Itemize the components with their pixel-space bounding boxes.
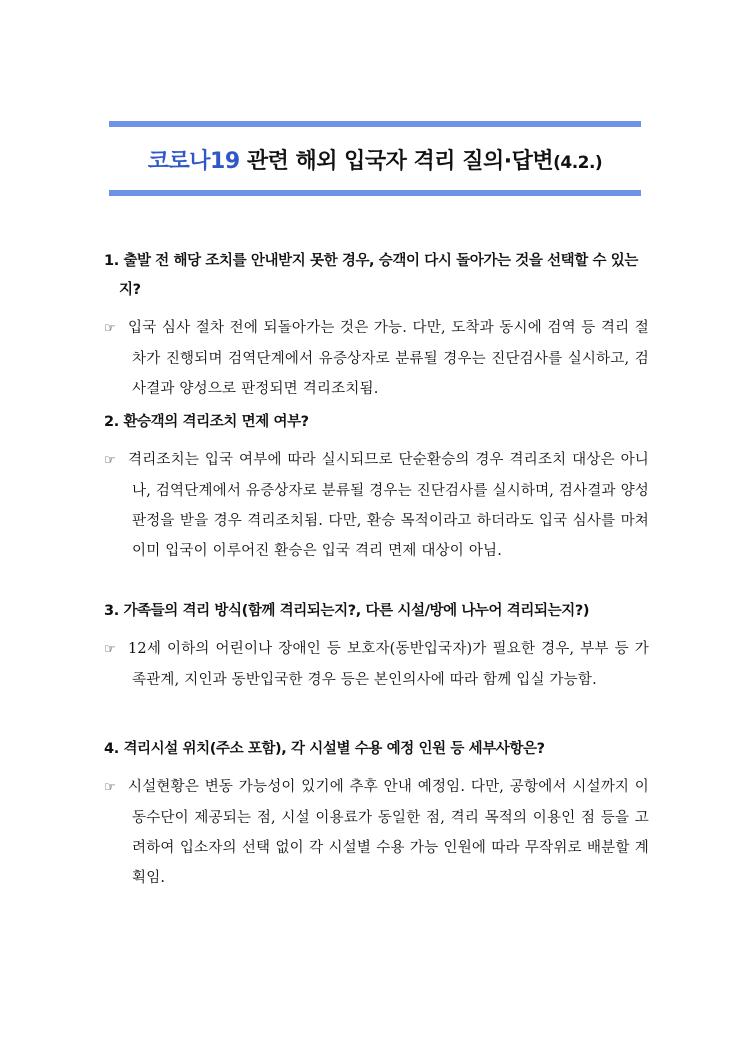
answer-2 [104,445,649,566]
title-bottom-rule [109,190,641,196]
answer-1 [104,313,649,404]
answer-4-text: 시설현황은 변동 가능성이 있기에 추후 안내 예정임. 다만, 공항에서 시설까지 이동수단이 제공되는 점, 시설 이용료가 동일한 점, 격리 목적의 이용인 점 등을 고려하여 입소자의 선택 없이 각 시설별 수용 가능 인원에 따라 무작위로 배분할 계획임. [128,779,649,886]
pointing-hand-icon: ☞ [104,642,116,657]
title-date: (4.2.) [553,153,603,173]
qa-item-3 [104,597,649,695]
title-accent: 코로나19 [147,149,240,174]
question-2: 2. 환승객의 격리조치 면제 여부? [104,414,309,430]
page-title [109,127,641,190]
answer-3-text: 12세 이하의 어린이나 장애인 등 보호자(동반입국자)가 필요한 경우, 부부 등 가족관계, 지인과 동반입국한 경우 등은 본인의사에 따라 함께 입실 가능함. [128,641,649,688]
answer-2-text: 격리조치는 입국 여부에 따라 실시되므로 단순환승의 경우 격리조치 대상은 아니나, 검역단계에서 유증상자로 분류될 경우는 진단검사를 실시하며, 검사결과 양성판정을 받을 경우 격리조치됨. 다만, 환승 목적이라고 하더라도 입국 심사를 마쳐 이미 입국이 이루어진 환승은 입국 격리 면제 대상이 아님. [128,452,649,559]
question-4: 4. 격리시설 위치(주소 포함), 각 시설별 수용 예정 인원 등 세부사항은? [104,741,545,757]
qa-item-1 [104,247,649,404]
question-3: 3. 가족들의 격리 방식(함께 격리되는지?, 다른 시설/방에 나누어 격리되는지?) [104,603,590,619]
answer-4 [104,772,649,893]
pointing-hand-icon: ☞ [104,453,116,468]
title-block [109,121,641,196]
answer-3 [104,634,649,695]
qa-item-4 [104,735,649,893]
qa-item-2 [104,408,649,566]
pointing-hand-icon: ☞ [104,780,116,795]
title-main: 관련 해외 입국자 격리 질의·답변 [239,149,554,174]
answer-1-text: 입국 심사 절차 전에 되돌아가는 것은 가능. 다만, 도착과 동시에 검역 등 격리 절차가 진행되며 검역단계에서 유증상자로 분류될 경우는 진단검사를 실시하고, 검사결과 양성으로 판정되면 격리조치됨. [128,320,649,397]
question-1: 1. 출발 전 해당 조치를 안내받지 못한 경우, 승객이 다시 돌아가는 것을 선택할 수 있는지? [104,253,639,298]
pointing-hand-icon: ☞ [104,321,116,336]
